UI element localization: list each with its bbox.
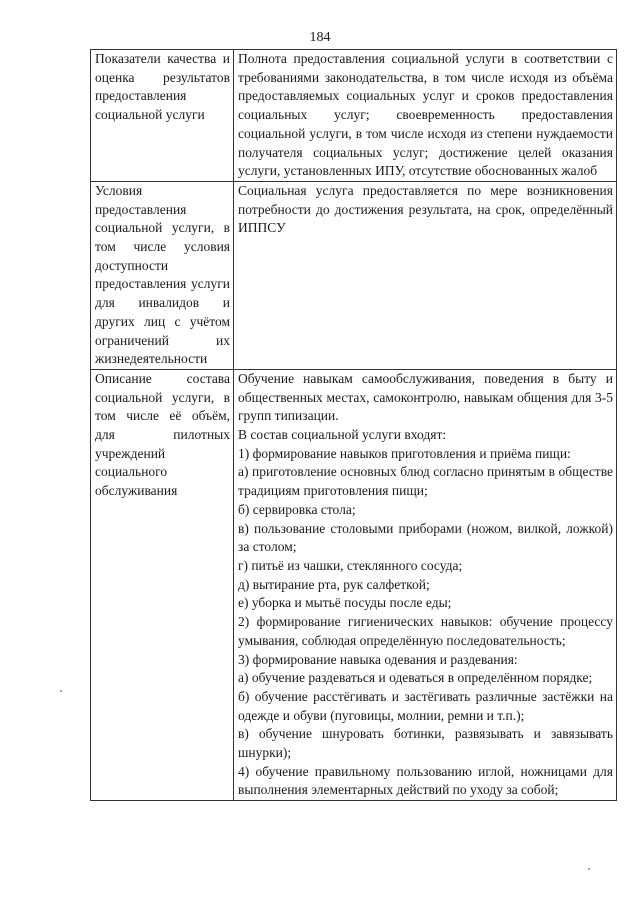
list-item: е) уборка и мытьё посуды после еды; [238, 595, 452, 611]
row-content-paragraph: Полнота предоставления социальной услуги в соответствии с требованиями законодательства, в том числе исходя из объёма предоставляемых социальных услуг и сроков предоставления социальных услуг; своевременность предоставления социальной услуги, в том числе исходя из степени нуждаемости получателя социальных услуг; достижение целей оказания услуги, установленных ИПУ, отсутствие обоснованных жалоб [238, 51, 613, 179]
table-row-conditions [91, 181, 617, 369]
service-description-table [90, 49, 617, 801]
list-item: а) обучение раздеваться и одеваться в определённом порядке; [238, 670, 593, 686]
row-content-conditions [234, 181, 617, 369]
row-heading-composition [91, 369, 234, 800]
list-item: 4) обучение правильному пользованию иглой, ножницами для выполнения элементарных действий по уходу за собой; [238, 763, 613, 798]
list-item: В состав социальной услуги входят: [238, 427, 447, 443]
row-heading-text: Показатели качества и оценка результатов предоставления социальной услуги [95, 51, 230, 123]
page-number: 184 [309, 30, 331, 45]
scan-speck [588, 868, 590, 870]
row-heading-conditions [91, 181, 234, 369]
list-item: г) питьё из чашки, стеклянного сосуда; [238, 557, 463, 573]
row-heading-text: Условия предоставления социальной услуги, в том числе условия доступности предоставления услуги для инвалидов и других лиц с учётом ограничений их жизнедеятельности [95, 182, 230, 367]
row-heading-text: Описание состава социальной услуги, в том числе её объём, для пилотных учреждений социального обслуживания [95, 370, 230, 499]
row-content-composition [234, 369, 617, 800]
list-item: 2) формирование гигиенических навыков: обучение процессу умывания, соблюдая определённую последовательность; [238, 614, 613, 648]
list-item: 3) формирование навыка одевания и раздевания: [238, 651, 518, 667]
list-item: 1) формирование навыков приготовления и приёма пищи: [238, 445, 571, 461]
row-content-paragraph: Социальная услуга предоставляется по мере возникновения потребности до достижения результата, на срок, определённый ИППСУ [238, 182, 613, 236]
list-item: б) сервировка стола; [238, 501, 356, 517]
list-item: б) обучение расстёгивать и застёгивать различные застёжки на одежде и обуви (пуговицы, молнии, ремни и т.п.); [238, 688, 613, 723]
list-item: а) приготовление основных блюд согласно принятым в обществе традициям приготовления пищи; [238, 464, 613, 499]
table-row-composition [91, 369, 617, 800]
list-item: д) вытирание рта, рук салфеткой; [238, 576, 430, 592]
row-heading-quality [91, 50, 234, 182]
list-item: Обучение навыкам самообслуживания, поведения в быту и общественных местах, самоконтролю, навыкам общения для 3-5 групп типизации. [238, 370, 613, 424]
scan-speck [60, 690, 62, 692]
table-row-quality-indicators [91, 50, 617, 182]
row-content-quality [234, 50, 617, 182]
list-item: в) обучение шнуровать ботинки, развязывать и завязывать шнурки); [238, 726, 613, 761]
list-item: в) пользование столовыми приборами (ножом, вилкой, ложкой) за столом; [238, 520, 613, 555]
